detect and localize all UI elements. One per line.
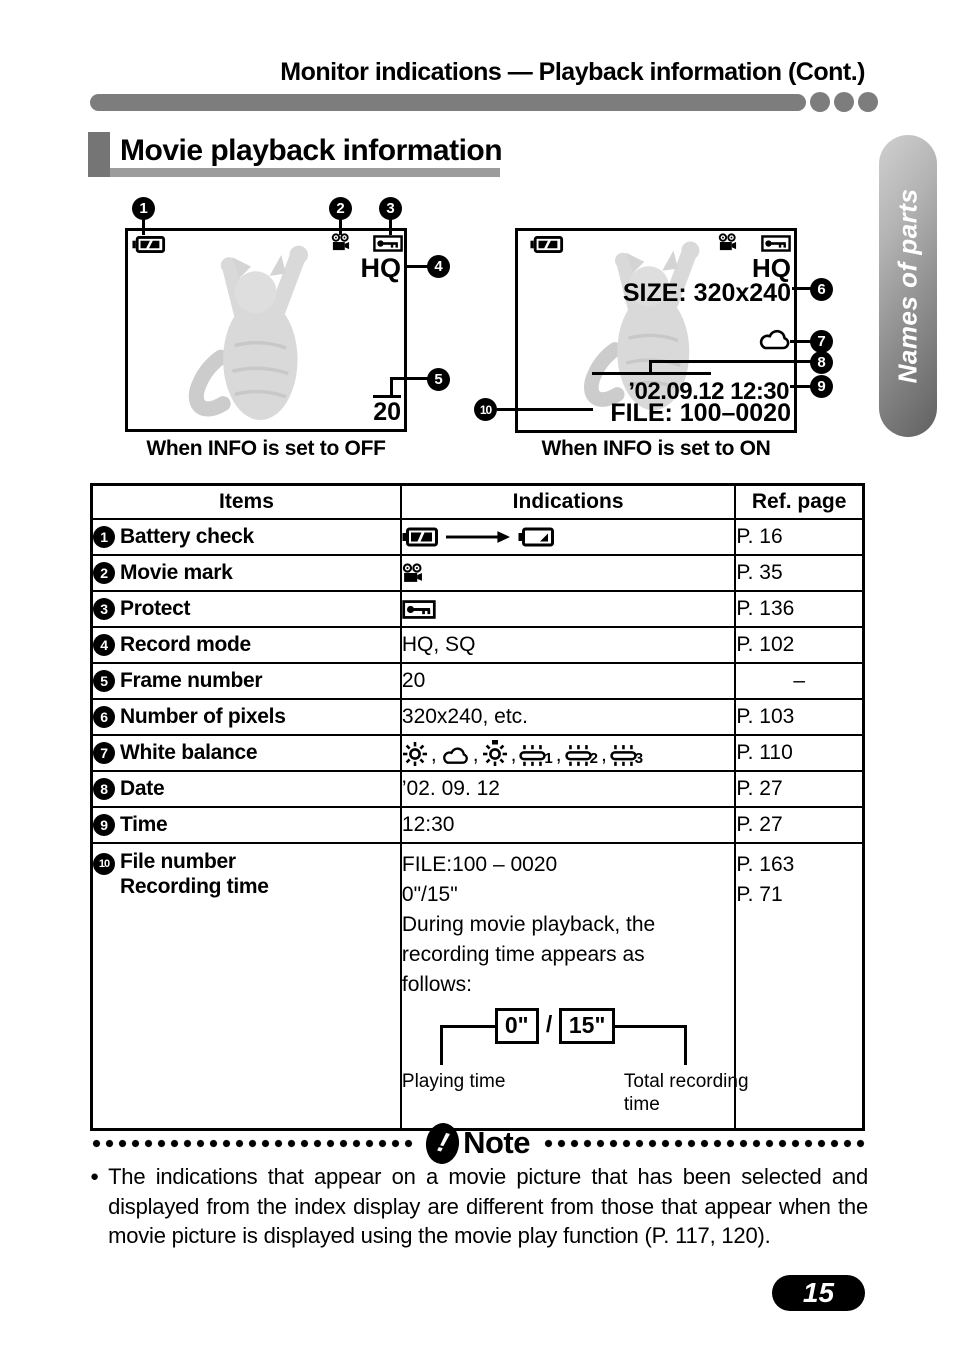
protect-icon bbox=[402, 600, 436, 619]
lcd-screen-info-on bbox=[515, 228, 797, 433]
separator: , bbox=[600, 743, 607, 766]
ref-page: P. 102 bbox=[735, 627, 863, 663]
item-label: Protect bbox=[120, 597, 191, 620]
badge-9: 9 bbox=[810, 375, 833, 398]
callout-line bbox=[615, 1025, 687, 1028]
cloud-white-balance-icon bbox=[440, 745, 470, 767]
callout-line bbox=[649, 360, 811, 363]
lcd-diagrams bbox=[0, 190, 954, 480]
cloud-white-balance-icon bbox=[756, 327, 792, 353]
callout-line bbox=[684, 1025, 687, 1065]
ref-page: P. 110 bbox=[735, 735, 863, 771]
badge-10: 10 bbox=[474, 398, 497, 421]
note-body bbox=[90, 1162, 868, 1251]
caption-info-off: When INFO is set to OFF bbox=[146, 437, 386, 460]
battery-low-icon bbox=[518, 527, 554, 547]
callout-line bbox=[790, 385, 811, 388]
datetime-label: ’02.09.12 12:30 bbox=[628, 378, 789, 405]
protect-icon bbox=[373, 235, 403, 252]
fluorescent1-white-balance-icon bbox=[519, 744, 546, 767]
note-icon: ! bbox=[424, 1121, 461, 1165]
callout-line bbox=[592, 372, 711, 375]
table-row bbox=[92, 627, 864, 663]
row-badge: 6 bbox=[93, 706, 115, 728]
frame-number-label: 20 bbox=[373, 395, 401, 425]
chapter-side-tab bbox=[879, 135, 937, 437]
separator: , bbox=[472, 743, 479, 766]
table-row bbox=[92, 843, 864, 1130]
record-mode-label: HQ bbox=[360, 253, 401, 283]
file-number-label: FILE: 100–0020 bbox=[610, 399, 791, 427]
row-badge: 8 bbox=[93, 778, 115, 800]
indication-value: 20 bbox=[401, 663, 735, 699]
badge-5: 5 bbox=[427, 368, 450, 391]
column-header-items: Items bbox=[92, 485, 401, 520]
section-heading-square bbox=[88, 132, 110, 177]
item-label: Battery check bbox=[120, 525, 254, 548]
table-row bbox=[92, 771, 864, 807]
badge-3: 3 bbox=[379, 197, 402, 220]
item-label: Frame number bbox=[120, 669, 263, 692]
total-recording-time-label: Total recording time bbox=[623, 1071, 749, 1115]
ref-page: P. 27 bbox=[735, 771, 863, 807]
table-row bbox=[92, 591, 864, 627]
total-time-box: 15" bbox=[559, 1008, 616, 1044]
callout-line bbox=[390, 377, 428, 380]
column-header-ref-page: Ref. page bbox=[735, 485, 863, 520]
movie-mark-icon bbox=[718, 233, 737, 252]
dotted-rule bbox=[542, 1139, 866, 1148]
record-mode-label: HQ bbox=[752, 253, 791, 283]
battery-full-icon bbox=[402, 527, 438, 547]
section-heading-shadow bbox=[110, 168, 500, 177]
ref-page: – bbox=[735, 663, 863, 699]
recording-time-value: 0"/15" bbox=[401, 883, 458, 906]
indication-value: 320x240, etc. bbox=[401, 699, 735, 735]
indication-value: ’02. 09. 12 bbox=[401, 771, 735, 807]
fluorescent2-number: 2 bbox=[589, 750, 598, 767]
ref-page: P. 103 bbox=[735, 699, 863, 735]
badge-4: 4 bbox=[427, 255, 450, 278]
table-row bbox=[92, 663, 864, 699]
page-number: 15 bbox=[802, 1277, 835, 1308]
indication-value: HQ, SQ bbox=[401, 627, 735, 663]
row-badge: 10 bbox=[93, 853, 115, 875]
fluorescent3-white-balance-icon bbox=[610, 744, 637, 767]
column-header-indications: Indications bbox=[401, 485, 735, 520]
note-text: The indications that appear on a movie picture that has been selected and displayed from the index display are different from those that appear when the movie picture is displayed using the movie play function (P. 117, 120). bbox=[108, 1164, 868, 1248]
callout-line bbox=[792, 287, 811, 290]
movie-mark-icon bbox=[331, 233, 350, 252]
caption-info-on: When INFO is set to ON bbox=[541, 437, 771, 460]
note-title: Note bbox=[463, 1125, 530, 1160]
row-badge: 9 bbox=[93, 814, 115, 836]
item-label: Time bbox=[120, 813, 168, 836]
lcd-screen-info-off bbox=[125, 228, 407, 432]
battery-icon bbox=[530, 235, 564, 254]
item-label: Record mode bbox=[120, 633, 251, 656]
cat-photo bbox=[178, 241, 338, 427]
fluorescent2-white-balance-icon bbox=[565, 744, 592, 767]
fluorescent3-number: 3 bbox=[634, 750, 644, 767]
callout-line bbox=[497, 408, 593, 411]
callout-line bbox=[390, 377, 393, 398]
separator: , bbox=[430, 743, 437, 766]
playing-time-label: Playing time bbox=[401, 1071, 506, 1092]
battery-check-indication bbox=[402, 527, 734, 547]
callout-line bbox=[440, 1025, 443, 1065]
slash: / bbox=[545, 1011, 553, 1037]
protect-icon bbox=[761, 235, 791, 252]
movie-mark-icon bbox=[402, 563, 423, 584]
table-row bbox=[92, 555, 864, 591]
row-badge: 2 bbox=[93, 562, 115, 584]
chapter-side-tab-label: Names of parts bbox=[892, 188, 923, 384]
note-header bbox=[90, 1121, 866, 1165]
item-label: File number bbox=[120, 850, 236, 873]
item-label: Number of pixels bbox=[120, 705, 286, 728]
badge-1: 1 bbox=[132, 197, 155, 220]
item-label-2: Recording time bbox=[120, 875, 269, 898]
bullet-icon: ● bbox=[90, 1168, 100, 1185]
recording-time-description: During movie playback, the recording time appears as follows: bbox=[401, 913, 656, 996]
row-badge: 5 bbox=[93, 670, 115, 692]
ref-page: P. 163 bbox=[736, 853, 795, 876]
header-rule-bar bbox=[90, 94, 806, 111]
ref-page: P. 136 bbox=[735, 591, 863, 627]
ref-page: P. 27 bbox=[735, 807, 863, 843]
item-label: Movie mark bbox=[120, 561, 233, 584]
tungsten-white-balance-icon bbox=[482, 739, 508, 767]
file-number-value: FILE:100 – 0020 bbox=[401, 853, 558, 876]
ref-page: P. 35 bbox=[735, 555, 863, 591]
indications-table bbox=[90, 483, 865, 1131]
separator: , bbox=[510, 743, 517, 766]
header-rule-dot bbox=[810, 92, 830, 112]
badge-2: 2 bbox=[329, 197, 352, 220]
row-badge: 1 bbox=[93, 526, 115, 548]
row-badge: 3 bbox=[93, 598, 115, 620]
section-title: Movie playback information bbox=[120, 134, 503, 167]
table-row bbox=[92, 519, 864, 555]
badge-6: 6 bbox=[810, 278, 833, 301]
recording-time-diagram bbox=[401, 1008, 749, 1126]
badge-7: 7 bbox=[810, 330, 833, 353]
header-rule-dot bbox=[858, 92, 878, 112]
item-label: Date bbox=[120, 777, 165, 800]
table-row bbox=[92, 735, 864, 771]
sun-white-balance-icon bbox=[402, 741, 428, 767]
table-header-row bbox=[92, 485, 864, 520]
separator: , bbox=[555, 743, 562, 766]
callout-line bbox=[440, 1025, 495, 1028]
arrow-right-icon bbox=[446, 531, 510, 543]
callout-line bbox=[142, 219, 145, 235]
callout-line bbox=[389, 219, 392, 235]
battery-icon bbox=[132, 235, 166, 254]
table-row bbox=[92, 699, 864, 735]
callout-line bbox=[406, 265, 428, 268]
badge-8: 8 bbox=[810, 351, 833, 374]
callout-line bbox=[790, 340, 811, 343]
playing-time-box: 0" bbox=[495, 1008, 539, 1044]
callout-line bbox=[339, 219, 342, 235]
page-number-pill bbox=[772, 1275, 865, 1311]
row-badge: 7 bbox=[93, 742, 115, 764]
ref-page: P. 71 bbox=[736, 883, 783, 906]
item-label: White balance bbox=[120, 741, 258, 764]
page-header-title: Monitor indications — Playback information (Cont.) bbox=[280, 58, 865, 86]
indication-value: 12:30 bbox=[401, 807, 735, 843]
dotted-rule bbox=[90, 1139, 414, 1148]
row-badge: 4 bbox=[93, 634, 115, 656]
header-rule-dot bbox=[834, 92, 854, 112]
fluorescent1-number: 1 bbox=[544, 750, 553, 767]
white-balance-indication bbox=[402, 739, 734, 767]
size-label: SIZE: 320x240 bbox=[622, 279, 791, 307]
table-row bbox=[92, 807, 864, 843]
ref-page: P. 16 bbox=[735, 519, 863, 555]
header-rule bbox=[90, 92, 878, 112]
